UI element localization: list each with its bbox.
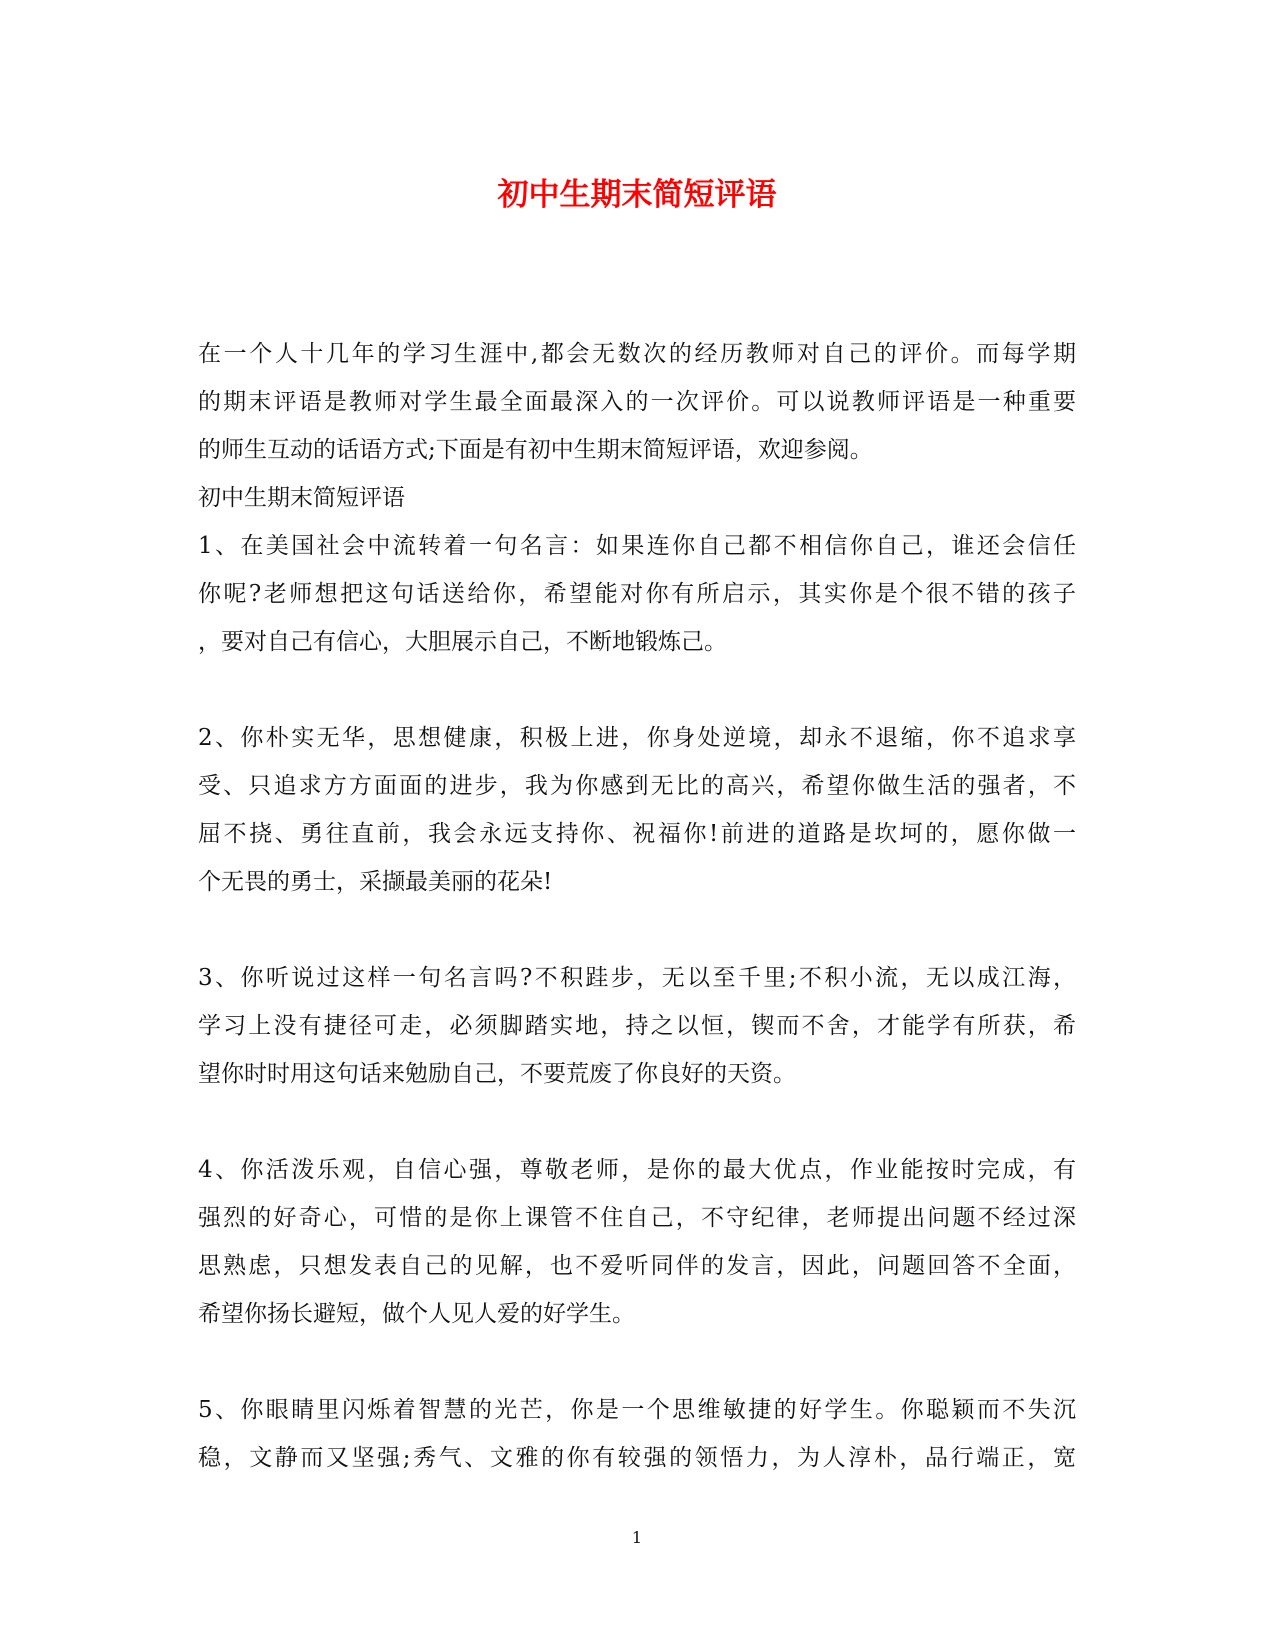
- comment-item-5: [198, 1386, 1076, 1482]
- comment-line: 稳，文静而又坚强;秀气、文雅的你有较强的领悟力，为人淳朴，品行端正，宽: [198, 1445, 1076, 1471]
- comment-line: 强烈的好奇心，可惜的是你上课管不住自己，不守纪律，老师提出问题不经过深: [198, 1205, 1076, 1231]
- comment-line: 学习上没有捷径可走，必须脚踏实地，持之以恒，锲而不舍，才能学有所获，希: [198, 1013, 1076, 1039]
- comment-line: 望你时时用这句话来勉励自己，不要荒废了你良好的天资。: [198, 1061, 796, 1087]
- intro-line: 的师生互动的话语方式;下面是有初中生期末简短评语，欢迎参阅。: [198, 437, 873, 463]
- comment-line: 个无畏的勇士，采撷最美丽的花朵!: [198, 869, 553, 895]
- comment-line: ，要对自己有信心，大胆展示自己，不断地锻炼己。: [198, 629, 727, 655]
- comment-item-3: [198, 954, 1076, 1098]
- comment-line: 屈不挠、勇往直前，我会永远支持你、祝福你!前进的道路是坎坷的，愿你做一: [198, 821, 1076, 847]
- paragraph-gap: [198, 1338, 1076, 1386]
- comment-line: 5、你眼睛里闪烁着智慧的光芒，你是一个思维敏捷的好学生。你聪颖而不失沉: [198, 1397, 1076, 1423]
- comment-line: 3、你听说过这样一句名言吗?不积跬步，无以至千里;不积小流，无以成江海，: [198, 965, 1076, 991]
- comment-line: 4、你活泼乐观，自信心强，尊敬老师，是你的最大优点，作业能按时完成，有: [198, 1157, 1076, 1183]
- comment-item-4: [198, 1146, 1076, 1338]
- paragraph-gap: [198, 1098, 1076, 1146]
- comment-line: 思熟虑，只想发表自己的见解，也不爱听同伴的发言，因此，问题回答不全面，: [198, 1253, 1076, 1279]
- comment-line: 1、在美国社会中流转着一句名言：如果连你自己都不相信你自己，谁还会信任: [198, 533, 1076, 559]
- paragraph-gap: [198, 666, 1076, 714]
- comment-item-2: [198, 714, 1076, 906]
- comment-line: 希望你扬长避短，做个人见人爱的好学生。: [198, 1301, 635, 1327]
- document-title: 初中生期末简短评语: [497, 177, 777, 213]
- paragraph-gap: [198, 906, 1076, 954]
- intro-line: 在一个人十几年的学习生涯中,都会无数次的经历教师对自己的评价。而每学期: [198, 341, 1076, 367]
- comment-item-1: [198, 522, 1076, 666]
- section-subheading: 初中生期末简短评语: [198, 485, 405, 511]
- page-number: 1: [631, 1528, 643, 1547]
- intro-paragraph: [198, 330, 1076, 474]
- intro-line: 的期末评语是教师对学生最全面最深入的一次评价。可以说教师评语是一种重要: [198, 389, 1076, 415]
- document-body: [198, 330, 1076, 1482]
- comment-line: 你呢?老师想把这句话送给你，希望能对你有所启示，其实你是个很不错的孩子: [198, 581, 1076, 607]
- comment-line: 受、只追求方方面面的进步，我为你感到无比的高兴，希望你做生活的强者，不: [198, 773, 1076, 799]
- comment-line: 2、你朴实无华，思想健康，积极上进，你身处逆境，却永不退缩，你不追求享: [198, 725, 1076, 751]
